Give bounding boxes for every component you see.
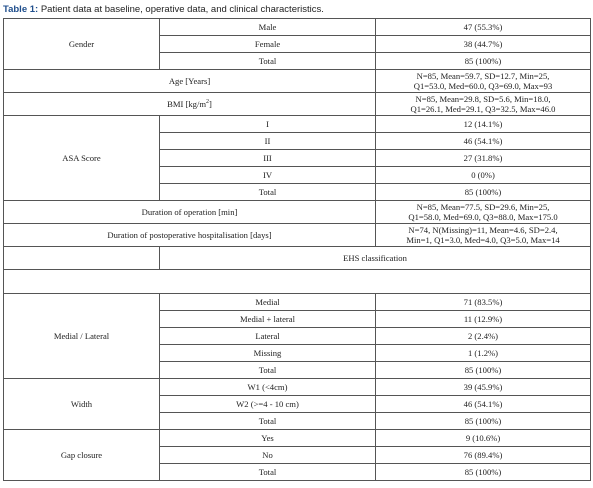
- bmi-label-text: BMI [kg/m: [167, 99, 207, 109]
- width-w2-label: W2 (>=4 - 10 cm): [160, 396, 376, 413]
- bmi-stats-line1: N=85, Mean=29.8, SD=5.6, Min=18.0,: [415, 94, 551, 104]
- duration-operation-line1: N=85, Mean=77.5, SD=29.6, Min=25,: [416, 202, 550, 212]
- width-w2-value: 46 (54.1%): [376, 396, 591, 413]
- asa-ii-value: 46 (54.1%): [376, 133, 591, 150]
- asa-ii-label: II: [160, 133, 376, 150]
- table-row: [4, 294, 591, 311]
- table-row: [4, 201, 591, 224]
- table-row: [4, 430, 591, 447]
- caption-label: Table 1:: [3, 4, 39, 15]
- asa-label: ASA Score: [4, 116, 160, 201]
- gender-total-label: Total: [160, 53, 376, 70]
- table-row: [4, 224, 591, 247]
- duration-hospital-label: Duration of postoperative hospitalisation [days]: [4, 224, 376, 247]
- bmi-label: [4, 93, 376, 116]
- gap-closure-label: Gap closure: [4, 430, 160, 481]
- bmi-label-close: ]: [209, 99, 212, 109]
- gender-male-label: Male: [160, 19, 376, 36]
- gender-label: Gender: [4, 19, 160, 70]
- ehs-spacer-left: [4, 247, 160, 270]
- patient-data-table: [3, 18, 591, 481]
- gap-closure-total-value: 85 (100%): [376, 464, 591, 481]
- gender-total-value: 85 (100%): [376, 53, 591, 70]
- asa-i-value: 12 (14.1%): [376, 116, 591, 133]
- lateral-value: 2 (2.4%): [376, 328, 591, 345]
- missing-value: 1 (1.2%): [376, 345, 591, 362]
- bmi-stats: [376, 93, 591, 116]
- medial-lateral-total-label: Total: [160, 362, 376, 379]
- asa-iii-label: III: [160, 150, 376, 167]
- table-row: [4, 93, 591, 116]
- medial-value: 71 (83.5%): [376, 294, 591, 311]
- medial-label: Medial: [160, 294, 376, 311]
- ehs-label: EHS classification: [160, 247, 591, 270]
- age-stats: [376, 70, 591, 93]
- gender-male-value: 47 (55.3%): [376, 19, 591, 36]
- duration-hospital-line2: Min=1, Q1=3.0, Med=4.0, Q3=5.0, Max=14: [406, 235, 560, 245]
- lateral-label: Lateral: [160, 328, 376, 345]
- duration-hospital-stats: [376, 224, 591, 247]
- bmi-stats-line2: Q1=26.1, Med=29.1, Q3=32.5, Max=46.0: [410, 104, 556, 114]
- width-w1-label: W1 (<4cm): [160, 379, 376, 396]
- width-w1-value: 39 (45.9%): [376, 379, 591, 396]
- missing-label: Missing: [160, 345, 376, 362]
- table-row: [4, 379, 591, 396]
- gap-closure-no-label: No: [160, 447, 376, 464]
- duration-operation-line2: Q1=58.0, Med=69.0, Q3=88.0, Max=175.0: [408, 212, 558, 222]
- table-row: [4, 116, 591, 133]
- gap-closure-yes-value: 9 (10.6%): [376, 430, 591, 447]
- ehs-spacer-row: [4, 270, 591, 294]
- medial-plus-lateral-label: Medial + lateral: [160, 311, 376, 328]
- asa-iv-value: 0 (0%): [376, 167, 591, 184]
- asa-i-label: I: [160, 116, 376, 133]
- medial-plus-lateral-value: 11 (12.9%): [376, 311, 591, 328]
- table-row: [4, 247, 591, 270]
- width-label: Width: [4, 379, 160, 430]
- table-row: [4, 19, 591, 36]
- gender-female-value: 38 (44.7%): [376, 36, 591, 53]
- duration-operation-stats: [376, 201, 591, 224]
- asa-iii-value: 27 (31.8%): [376, 150, 591, 167]
- age-stats-line1: N=85, Mean=59.7, SD=12.7, Min=25,: [416, 71, 550, 81]
- duration-operation-label: Duration of operation [min]: [4, 201, 376, 224]
- duration-hospital-line1: N=74, N(Missing)=11, Mean=4.6, SD=2.4,: [408, 225, 558, 235]
- asa-iv-label: IV: [160, 167, 376, 184]
- width-total-label: Total: [160, 413, 376, 430]
- gap-closure-yes-label: Yes: [160, 430, 376, 447]
- asa-total-value: 85 (100%): [376, 184, 591, 201]
- bmi-label-superscript: 2: [206, 99, 210, 106]
- table-caption: [3, 4, 324, 15]
- gap-closure-no-value: 76 (89.4%): [376, 447, 591, 464]
- table-row: [4, 270, 591, 294]
- asa-total-label: Total: [160, 184, 376, 201]
- width-total-value: 85 (100%): [376, 413, 591, 430]
- table-row: [4, 70, 591, 93]
- caption-text: Patient data at baseline, operative data, and clinical characteristics.: [38, 4, 324, 15]
- medial-lateral-total-value: 85 (100%): [376, 362, 591, 379]
- medial-lateral-label: Medial / Lateral: [4, 294, 160, 379]
- gender-female-label: Female: [160, 36, 376, 53]
- age-label: Age [Years]: [4, 70, 376, 93]
- gap-closure-total-label: Total: [160, 464, 376, 481]
- age-stats-line2: Q1=53.0, Med=60.0, Q3=69.0, Max=93: [413, 81, 553, 91]
